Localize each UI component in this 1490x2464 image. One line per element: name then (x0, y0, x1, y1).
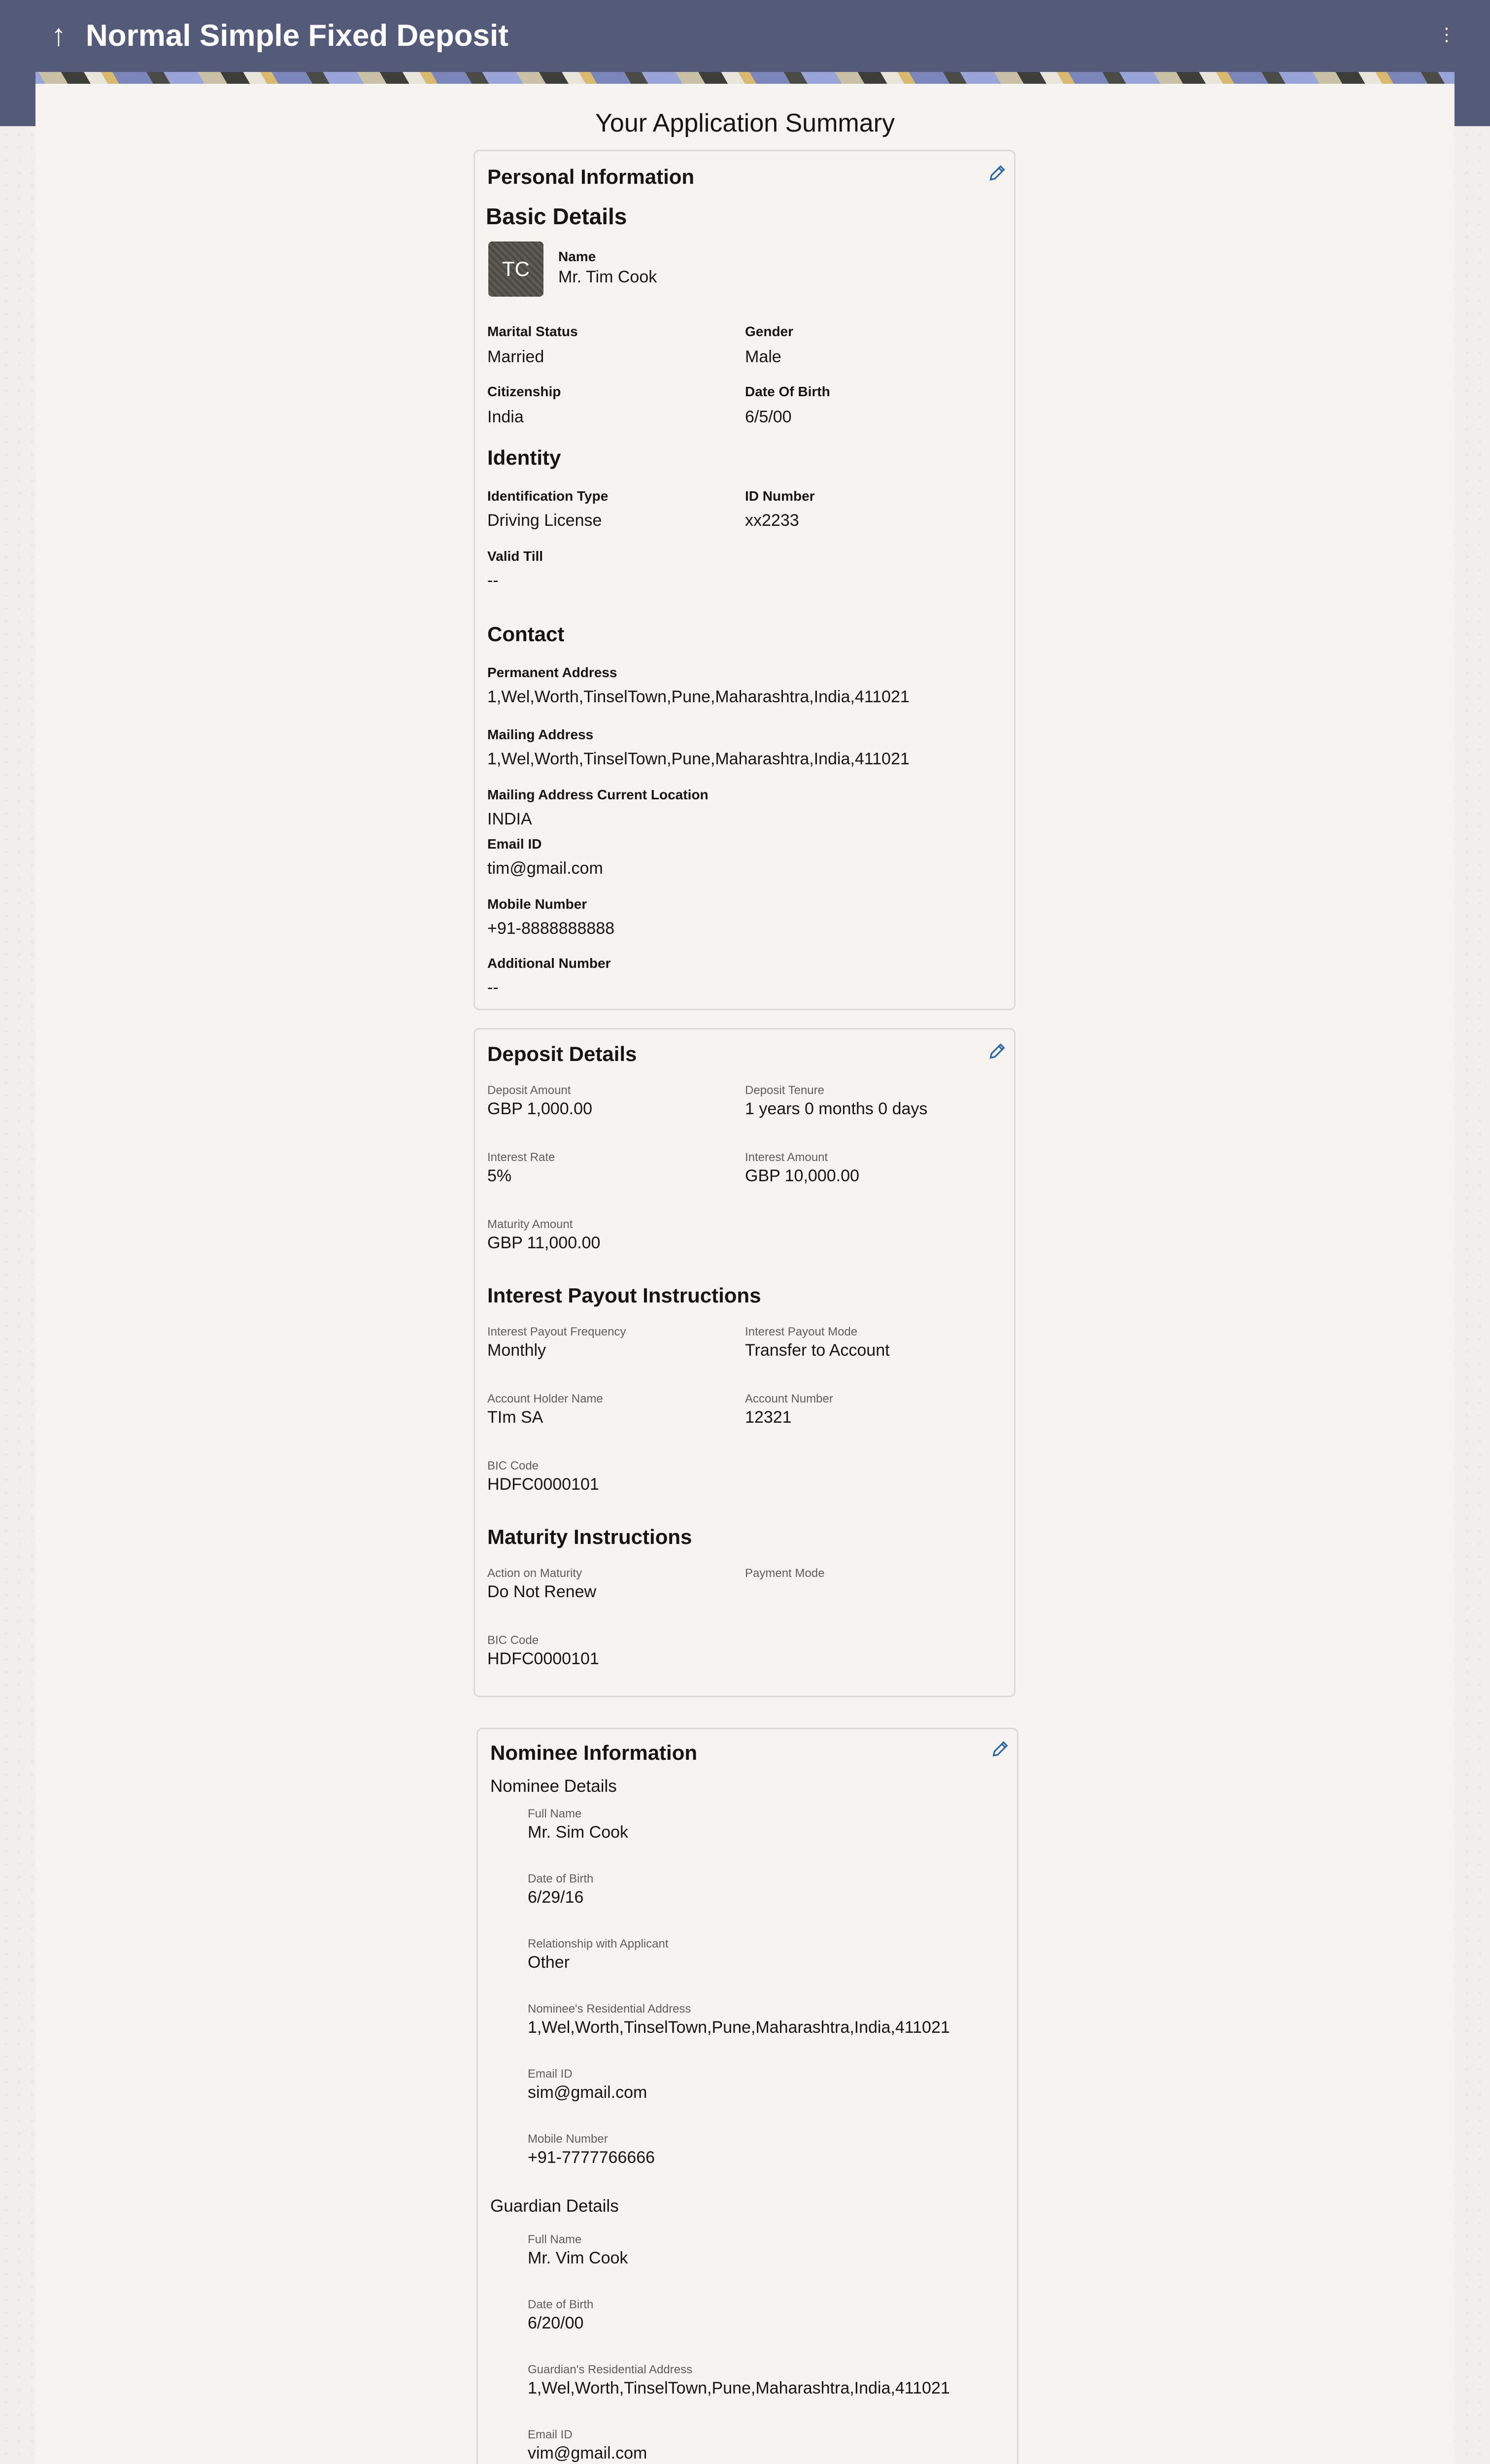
bic-code-label: BIC Code (487, 1459, 539, 1472)
nominee-info-card (476, 1728, 1018, 2464)
guardian-email-value: vim@gmail.com (528, 2444, 647, 2463)
id-number-label: ID Number (745, 488, 815, 504)
permanent-address-value: 1,Wel,Worth,TinselTown,Pune,Maharashtra,India,411021 (487, 687, 910, 706)
edit-personal-icon[interactable] (987, 163, 1007, 183)
interest-rate-label: Interest Rate (487, 1151, 555, 1164)
payout-mode-value: Transfer to Account (745, 1341, 890, 1360)
maturity-bic-code-value: HDFC0000101 (487, 1649, 599, 1668)
email-label: Email ID (487, 836, 542, 852)
mobile-value: +91-8888888888 (487, 919, 615, 938)
payout-instructions-title: Interest Payout Instructions (487, 1284, 761, 1307)
payment-mode-label: Payment Mode (745, 1567, 825, 1580)
nominee-address-value: 1,Wel,Worth,TinselTown,Pune,Maharashtra,India,411021 (528, 2018, 950, 2037)
deposit-details-title: Deposit Details (487, 1042, 637, 1065)
nominee-info-title: Nominee Information (490, 1741, 698, 1764)
maturity-amount-label: Maturity Amount (487, 1218, 573, 1231)
citizenship-label: Citizenship (487, 384, 561, 399)
summary-title: Your Application Summary (595, 109, 895, 137)
personal-info-card (474, 150, 1016, 1010)
bic-code-value: HDFC0000101 (487, 1475, 599, 1494)
deposit-amount-label: Deposit Amount (487, 1084, 571, 1097)
more-options-icon[interactable]: ⋮ (1438, 24, 1456, 44)
dob-value: 6/5/00 (745, 408, 792, 426)
permanent-address-label: Permanent Address (487, 665, 617, 680)
account-number-label: Account Number (745, 1392, 833, 1405)
interest-amount-label: Interest Amount (745, 1151, 828, 1164)
guardian-dob-label: Date of Birth (528, 2298, 594, 2311)
mobile-label: Mobile Number (487, 896, 587, 912)
payout-frequency-label: Interest Payout Frequency (487, 1325, 626, 1338)
nominee-relationship-value: Other (528, 1953, 570, 1972)
id-number-value: xx2233 (745, 511, 799, 530)
action-on-maturity-label: Action on Maturity (487, 1567, 582, 1580)
edit-nominee-icon[interactable] (990, 1739, 1010, 1759)
interest-amount-value: GBP 10,000.00 (745, 1166, 859, 1185)
interest-rate-value: 5% (487, 1166, 512, 1185)
mailing-address-value: 1,Wel,Worth,TinselTown,Pune,Maharashtra,India,411021 (487, 750, 910, 768)
name-value: Mr. Tim Cook (558, 268, 657, 286)
nominee-mobile-value: +91-7777766666 (528, 2148, 655, 2167)
action-on-maturity-value: Do Not Renew (487, 1582, 597, 1601)
gender-value: Male (745, 347, 781, 366)
nominee-name-value: Mr. Sim Cook (528, 1823, 629, 1842)
nominee-details-subtitle: Nominee Details (490, 1777, 617, 1796)
maturity-bic-code-label: BIC Code (487, 1634, 539, 1647)
maturity-amount-value: GBP 11,000.00 (487, 1233, 601, 1252)
id-type-value: Driving License (487, 511, 602, 530)
nominee-mobile-label: Mobile Number (528, 2132, 608, 2146)
back-arrow-icon[interactable]: ↑ (51, 18, 67, 52)
nominee-name-label: Full Name (528, 1807, 582, 1820)
contact-title: Contact (487, 622, 565, 646)
deposit-tenure-value: 1 years 0 months 0 days (745, 1099, 928, 1118)
guardian-details-subtitle: Guardian Details (490, 2196, 619, 2216)
guardian-address-label: Guardian's Residential Address (528, 2363, 693, 2376)
citizenship-value: India (487, 408, 524, 426)
marital-status-value: Married (487, 347, 544, 366)
nominee-email-label: Email ID (528, 2067, 573, 2081)
mailing-location-label: Mailing Address Current Location (487, 787, 709, 802)
guardian-name-value: Mr. Vim Cook (528, 2249, 628, 2267)
guardian-email-label: Email ID (528, 2428, 573, 2441)
guardian-dob-value: 6/20/00 (528, 2314, 584, 2332)
guardian-name-label: Full Name (528, 2233, 582, 2246)
dob-label: Date Of Birth (745, 384, 830, 399)
account-holder-value: TIm SA (487, 1408, 543, 1427)
valid-till-label: Valid Till (487, 548, 543, 564)
mailing-location-value: INDIA (487, 810, 532, 828)
additional-number-value: -- (487, 978, 499, 997)
deposit-amount-value: GBP 1,000.00 (487, 1099, 592, 1118)
deposit-tenure-label: Deposit Tenure (745, 1084, 824, 1097)
guardian-address-value: 1,Wel,Worth,TinselTown,Pune,Maharashtra,India,411021 (528, 2379, 950, 2397)
additional-number-label: Additional Number (487, 956, 611, 971)
id-type-label: Identification Type (487, 488, 609, 504)
marital-status-label: Marital Status (487, 324, 578, 339)
edit-deposit-icon[interactable] (987, 1041, 1007, 1061)
account-holder-label: Account Holder Name (487, 1392, 603, 1405)
account-number-value: 12321 (745, 1408, 792, 1427)
basic-details-title: Basic Details (486, 204, 627, 229)
deposit-details-card (474, 1028, 1016, 1697)
personal-info-title: Personal Information (487, 165, 695, 188)
payout-frequency-value: Monthly (487, 1341, 546, 1360)
payout-mode-label: Interest Payout Mode (745, 1325, 858, 1338)
avatar: TC (488, 241, 543, 297)
valid-till-value: -- (487, 571, 499, 590)
nominee-address-label: Nominee's Residential Address (528, 2002, 691, 2016)
nominee-dob-label: Date of Birth (528, 1872, 594, 1885)
name-label: Name (558, 249, 596, 264)
identity-title: Identity (487, 446, 561, 469)
mailing-address-label: Mailing Address (487, 727, 594, 742)
email-value: tim@gmail.com (487, 859, 603, 878)
nominee-dob-value: 6/29/16 (528, 1888, 584, 1907)
page-title: Normal Simple Fixed Deposit (86, 19, 508, 53)
maturity-instructions-title: Maturity Instructions (487, 1525, 692, 1548)
gender-label: Gender (745, 324, 794, 339)
nominee-relationship-label: Relationship with Applicant (528, 1937, 669, 1951)
nominee-email-value: sim@gmail.com (528, 2083, 647, 2102)
